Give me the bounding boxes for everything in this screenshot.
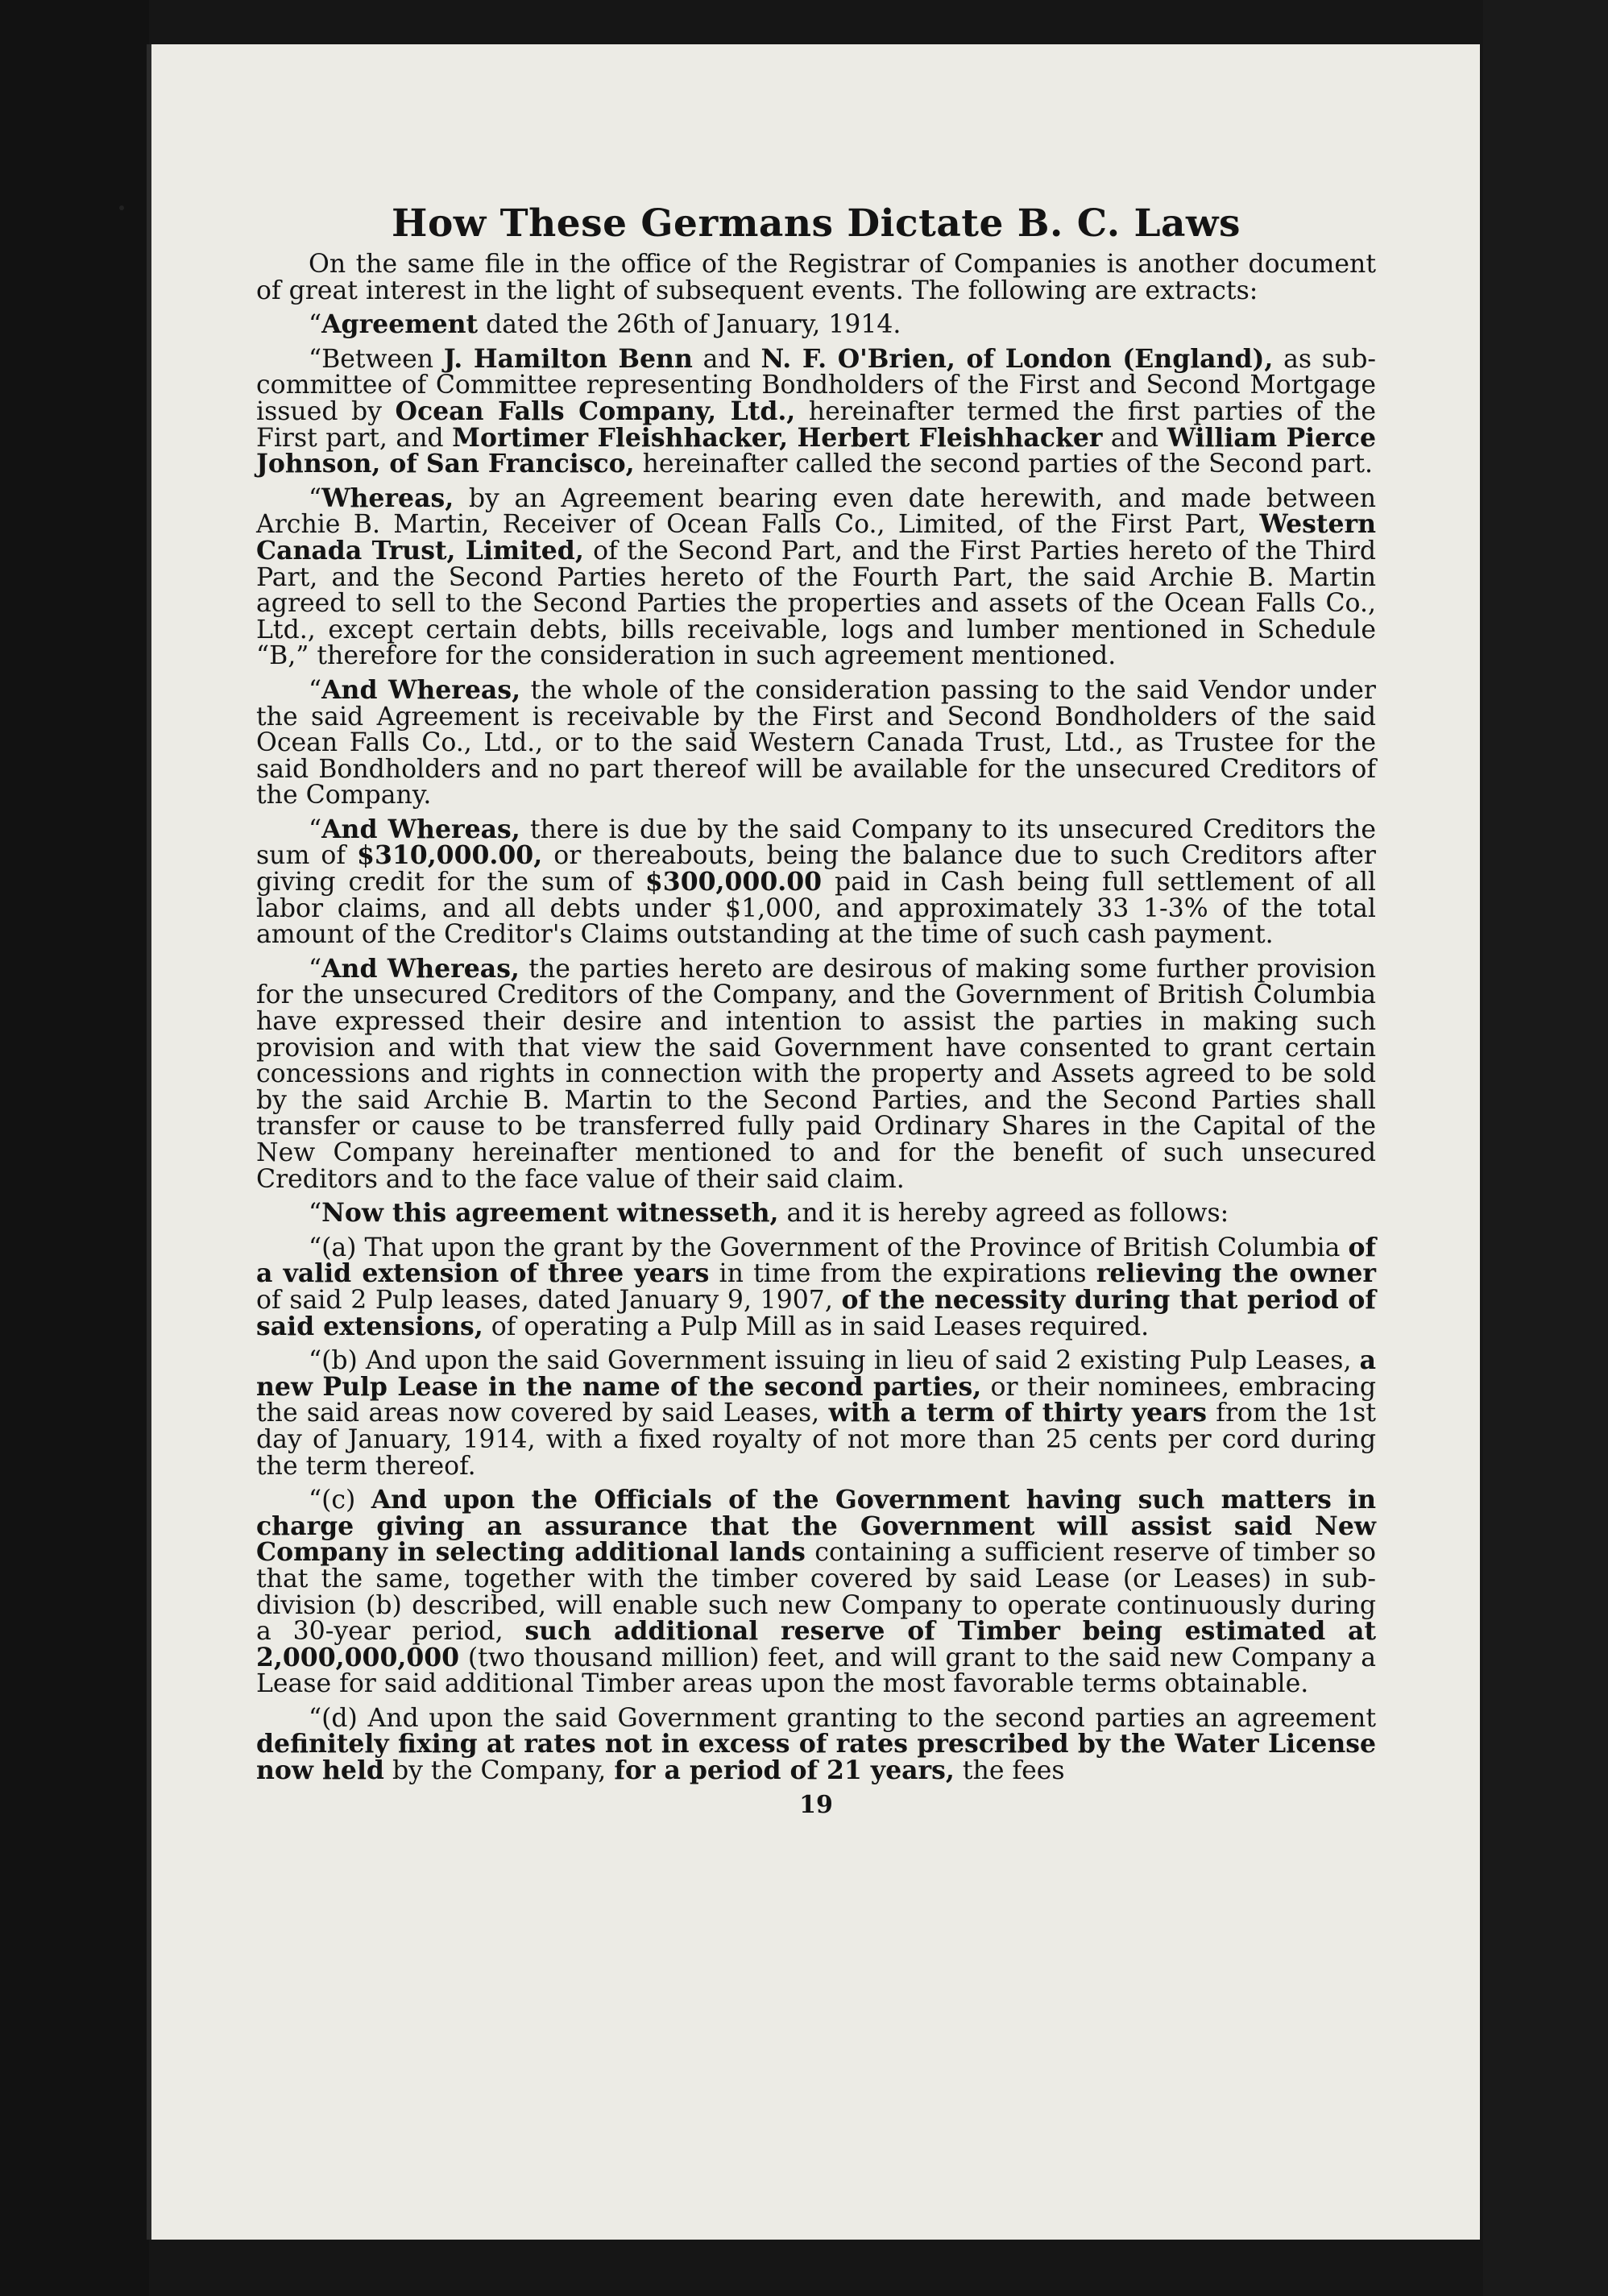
document-page	[147, 44, 1480, 2240]
text-run: hereinafter termed the first parties of the First part, and	[256, 396, 1376, 453]
text-run: the parties hereto are desirous of making some further provision for the unsecured Creditors of the Company, and the Government of British Columbia have expressed their desire and intention to assist the parties in making such provision and with that view the said Government have consented to grant certain concessions and rights in connection with the property and Assets agreed to be sold by the said Archie B. Martin to the Second Parties, and the Second Parties shall transfer or cause to be transferred fully paid Ordinary Shares in the Capital of the New Company hereinafter mentioned to and for the benefit of such unsecured Creditors and to the face value of their said claim.	[256, 954, 1376, 1194]
bold-text: $310,000.00,	[357, 840, 543, 871]
bold-text: $300,000.00	[644, 867, 823, 897]
text-run: and it is hereby agreed as follows:	[778, 1199, 1229, 1229]
body-text	[256, 251, 1376, 1784]
text-run: or thereabouts, being the balance due to such Creditors after giving credit for the sum of	[256, 841, 1376, 897]
paragraph	[256, 1232, 1376, 1341]
bold-text: of a valid extension of three years	[256, 1232, 1376, 1289]
text-run: (two thousand million) feet, and will grant to the said new Company a Lease for said additional Timber areas upon the most favorable terms obtainable.	[256, 1643, 1376, 1699]
bold-text: Ocean Falls Company, Ltd.,	[395, 396, 796, 426]
text-run: “	[309, 814, 322, 844]
text-run: there is due by the said Company to its unsecured Creditors the sum of	[256, 814, 1376, 871]
text-run: “(d) And upon the said Government granting to the second parties an agreement	[309, 1703, 1376, 1733]
page-title: How These Germans Dictate B. C. Laws	[392, 201, 1241, 246]
bold-text: such additional reserve of Timber being estimated at 2,000,000,000	[256, 1616, 1376, 1672]
paragraph	[256, 814, 1377, 950]
paragraph	[256, 953, 1376, 1194]
text-run: as sub-committee of Committee representing Bondholders of the First and Second Mortgage issued by	[256, 344, 1376, 426]
text-run: “(b) And upon the said Government issuing in lieu of said 2 existing Pulp Leases,	[309, 1346, 1360, 1376]
bold-text: Agreement	[321, 309, 479, 340]
text-run: On the same file in the office of the Registrar of Companies is another document of great interest in the light of subsequent events. The following are extracts:	[256, 250, 1376, 305]
text-run: hereinafter called the second parties of the Second part.	[634, 450, 1374, 479]
text-run: “	[309, 310, 322, 340]
text-run: from the 1st day of January, 1914, with a fixed royalty of not more than 25 cents per cord during the term thereof.	[256, 1399, 1376, 1481]
paragraph	[256, 1200, 1376, 1227]
paragraph	[256, 674, 1376, 810]
text-run: “	[309, 483, 322, 513]
bold-text: for a period of 21 years,	[614, 1755, 955, 1786]
text-run: “Between	[309, 344, 444, 374]
bold-text: Mortimer Fleishhacker, Herbert Fleishhacker	[452, 422, 1103, 453]
bold-text: N. F. O'Brien, of London (England),	[760, 343, 1274, 374]
text-run: “	[309, 954, 322, 984]
paragraph	[256, 1345, 1377, 1481]
text-run: of operating a Pulp Mill as in said Leases required.	[483, 1312, 1150, 1341]
text-run: paid in Cash being full settlement of all labor claims, and all debts under $1,000, and approximately 33 1-3% of the total amount of the Creditor's Claims outstanding at the time of such cash payment.	[256, 868, 1377, 950]
bold-text: Western Canada Trust, Limited,	[256, 509, 1376, 566]
paragraph	[256, 343, 1376, 479]
bold-text: And Whereas,	[321, 814, 520, 844]
paragraph	[256, 251, 1376, 304]
bold-text: And Whereas,	[321, 953, 520, 984]
bold-text: relieving the owner	[1096, 1258, 1376, 1289]
bold-text: Now this agreement witnesseth,	[321, 1198, 779, 1229]
text-run: “	[309, 1199, 322, 1229]
text-run: the whole of the consideration passing to the said Vendor under the said Agreement is receivable by the First and Second Bondholders of the said Ocean Falls Co., Ltd., or to the said Western Canada Trust, Ltd., as Trustee for the said Bondholders and no part thereof will be available for the unsecured Creditors of the Company.	[256, 675, 1376, 810]
bold-text: William Pierce Johnson, of San Francisco,	[256, 422, 1376, 479]
paragraph	[256, 309, 1376, 340]
text-run: by the Company,	[383, 1756, 615, 1786]
bold-text: with a term of thirty years	[828, 1398, 1207, 1428]
text-run: or their nominees, embracing the said areas now covered by said Leases,	[256, 1372, 1377, 1428]
text-run: the fees	[954, 1756, 1065, 1786]
text-run: by an Agreement bearing even date herewith, and made between Archie B. Martin, Receiver of Ocean Falls Co., Limited, of the First Part,	[256, 483, 1376, 540]
text-run: of said 2 Pulp leases, dated January 9, 1907,	[256, 1285, 842, 1315]
text-run: dated the 26th of January, 1914.	[478, 310, 901, 340]
text-run: “	[309, 675, 322, 705]
text-run: containing a sufficient reserve of timber so that the same, together with the timber covered by said Lease (or Leases) in sub-division (b) described, will enable such new Company to operate continuously during a 30-year period,	[256, 1538, 1376, 1647]
text-run: “(a) That upon the grant by the Government of the Province of British Columbia	[309, 1233, 1349, 1262]
page-number: 19	[799, 1790, 833, 1819]
bold-text: And upon the Officials of the Government having such matters in charge giving an assurance that the Government will assist said New Company in selecting additional lands	[256, 1485, 1376, 1568]
text-run: in time from the expirations	[709, 1259, 1096, 1289]
paragraph	[256, 1487, 1376, 1697]
scan-border-right	[1483, 0, 1608, 2296]
dust-speck	[119, 205, 124, 210]
text-run: and	[1102, 423, 1167, 453]
text-run: “(c)	[309, 1486, 371, 1515]
paragraph	[256, 1705, 1376, 1784]
bold-text: definitely fixing at rates not in excess of rates prescribed by the Water License now held	[256, 1729, 1376, 1786]
bold-text: And Whereas,	[321, 674, 521, 705]
paragraph	[256, 483, 1376, 671]
page-content	[256, 201, 1376, 1818]
bold-text: J. Hamilton Benn	[443, 343, 693, 374]
scan-border-left	[0, 0, 149, 2296]
text-run: of the Second Part, and the First Parties hereto of the Third Part, and the Second Parties hereto of the Fourth Part, the said Archie B. Martin agreed to sell to the Second Parties the properties and assets of the Ocean Falls Co., Ltd., except certain debts, bills receivable, logs and lumber mentioned in Schedule “B,” therefore for the consideration in such agreement mentioned.	[256, 536, 1376, 671]
text-run: and	[692, 344, 761, 374]
bold-text: Whereas,	[321, 483, 454, 513]
bold-text: of the necessity during that period of said extensions,	[256, 1284, 1376, 1341]
bold-text: a new Pulp Lease in the name of the second parties,	[256, 1345, 1376, 1402]
